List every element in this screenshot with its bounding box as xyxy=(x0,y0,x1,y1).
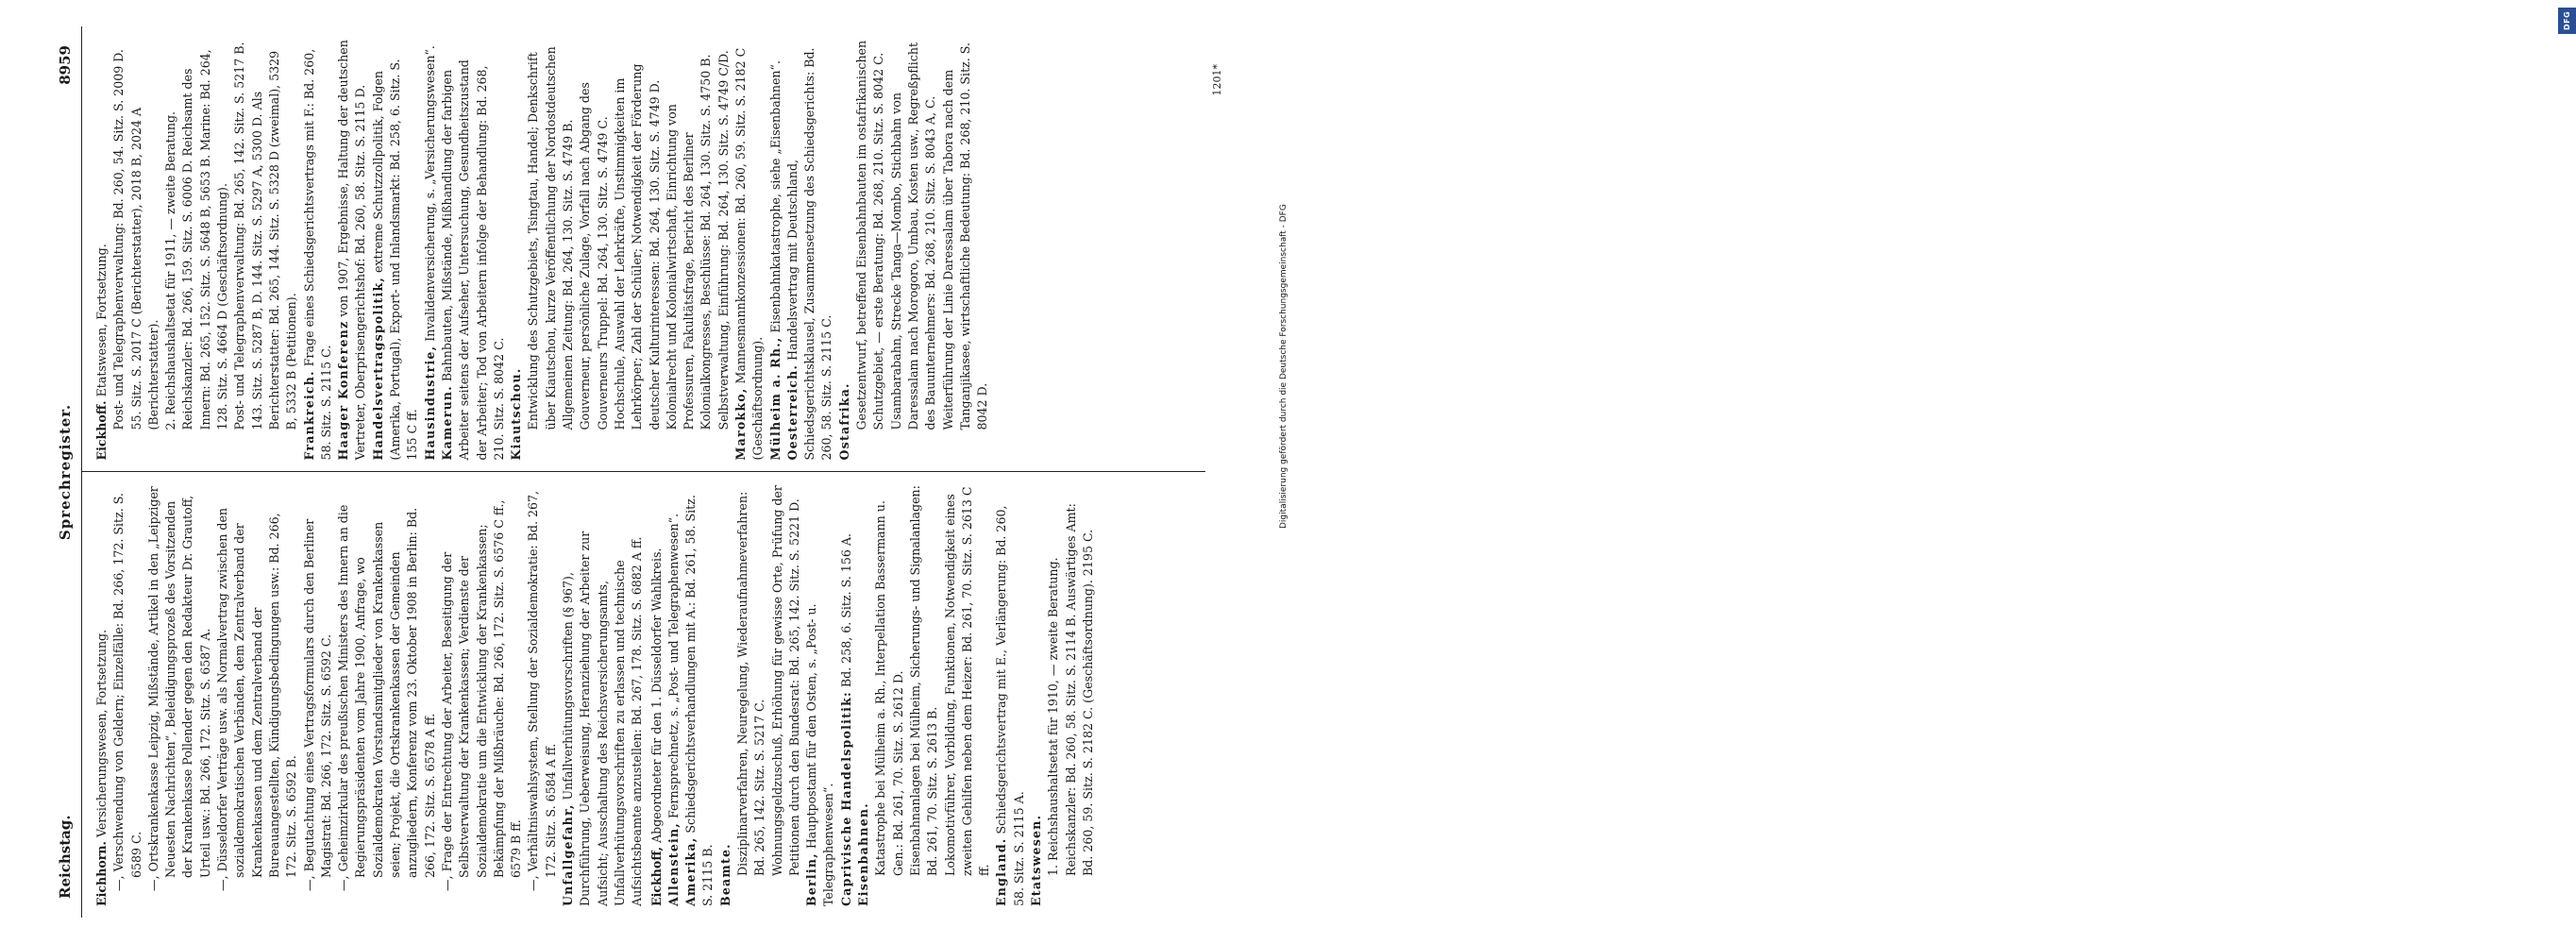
entry-keyword: Unfallgefahr, xyxy=(561,803,576,906)
entry-text: —, Begutachtung eines Vertragsformulars durch den Berliner Magistrat: Bd. 266, 172. Sitz. S. 6592 C. xyxy=(301,518,333,891)
register-entry xyxy=(525,484,560,894)
entry-text: Bahnbauten, Mißstände, Mißhandlung der farbigen Arbeiter seitens der Aufseher, Untersuchung, Gesundheitszustand der Arbeiter; Tod von Arbeitern infolge der Behandlung: Bd. 268, 210. Sitz. S. 8042 C. xyxy=(439,59,506,461)
entry-text: Post- und Telegraphenverwaltung: Bd. 260, 54. Sitz. S. 2009 D. 55. Sitz. S. 2017 C (Berichterstatter), 2018 B, 2024 A (Berichterstatter). xyxy=(111,49,160,430)
register-entry xyxy=(422,38,439,461)
entry-keyword: Allenstein, xyxy=(665,822,681,906)
entry-text: Hauptpostamt für den Osten, s. „Post- u. Telegraphenwesen“. xyxy=(804,603,836,906)
register-entry xyxy=(664,38,716,461)
register-entry xyxy=(1045,484,1097,907)
register-entry xyxy=(110,484,145,894)
dfg-logo: DFG xyxy=(2558,8,2576,34)
register-entry xyxy=(525,38,577,461)
entry-text: Gouverneur, persönliche Zulage, Vorfall nach Abgang des Gouverneurs Truppel: Bd. 264, 130. Sitz. S. 4749 C. xyxy=(578,82,610,430)
entry-text: —, Düsseldorfer Verträge usw. als Normalvertrag zwischen den sozialdemokratischen Verbänden, dem Zentralverband der Krankenkassen und dem Zentralverband der Bureauangestellten, Kündigungsbedingungen usw.: Bd. 266, 172. Sitz. S. 6592 B. xyxy=(215,507,299,891)
register-heading xyxy=(93,484,110,907)
entry-text: Eisenbahnanlagen bei Mülheim, Sicherungs- und Signalanlagen: Bd. 261, 70. Sitz. S. 2613 B. xyxy=(907,485,940,876)
entry-keyword: Marokko, xyxy=(732,387,748,461)
register-entry xyxy=(940,38,992,461)
register-entry xyxy=(784,38,836,461)
entry-text: Unfallverhütungsvorschriften (§ 967), Durchführung, Ueberweisung, Heranziehung der Arbeiter zur Aufsicht; Ausschaltung des Reichsversicherungsamts, Unfallverhütungsvorschriften zu erlassen und technische Aufsichtsbeamte anzustellen: Bd. 267, 178. Sitz. S. 6882 A ff. xyxy=(561,531,645,906)
entry-text: Mannesmannkonzessionen: Bd. 260, 59. Sitz. S. 2182 C (Geschäftsordnung). xyxy=(732,47,766,461)
register-heading xyxy=(648,484,665,907)
entry-text: Usambarabahn, Strecke Tanga—Mombo, Stichbahn von Daressalam nach Morogoro, Umbau, Kosten usw., Regreßpflicht des Bauunternehmers: Bd. 268, 210. Sitz. S. 8043 A, C. xyxy=(888,42,938,430)
entry-text: Abgeordneter für den 1. Düsseldorfer Wahlkreis. xyxy=(648,548,664,847)
register-entry xyxy=(682,484,717,907)
register-entry xyxy=(335,484,439,894)
entry-text: Schiedsgerichtsvertrag mit E., Verlängerung: Bd. 260, 58. Sitz. S. 2115 A. xyxy=(994,505,1026,906)
entry-keyword: Kiautschou. xyxy=(509,367,524,461)
register-entry xyxy=(162,38,231,461)
register-entry xyxy=(439,38,508,461)
register-entry xyxy=(560,484,646,907)
entry-keyword: Berlin, xyxy=(804,852,819,906)
entry-text: Fernsprechnetz, s. „Post- und Telegraphenwesen“. xyxy=(665,513,681,823)
register-entry xyxy=(439,484,525,894)
register-entry xyxy=(907,484,942,907)
entry-keyword: Beamte. xyxy=(717,843,732,906)
entry-text: Eisenbahnkatastrophe, siehe „Eisenbahnen“. xyxy=(767,60,783,337)
page-number: 8959 xyxy=(57,45,74,85)
left-column xyxy=(82,473,1205,919)
entry-text: 1. Reichshaushaltsetat für 1910, — zweite Beratung. Reichskanzler: Bd. 260, 58. Sitz. S. 2114 B. Auswärtiges Amt: Bd. 260, 59. Sitz. S. 2182 C. (Geschäftsordnung). 2195 C. xyxy=(1046,503,1095,876)
entry-text: Weiterführung der Linie Daressalam über Tabora nach dem Tanganjikasee, wirtschaftliche Bedeutung: Bd. 268, 210. Sitz. S. 8042 D. xyxy=(940,42,990,430)
entry-keyword: England. xyxy=(994,837,1009,906)
entry-keyword: Ostafrika. xyxy=(836,382,851,461)
register-entry xyxy=(110,38,162,461)
register-entry xyxy=(732,38,767,461)
entry-keyword: Frankreich. xyxy=(301,370,316,461)
register-entry xyxy=(993,484,1028,907)
entry-text: extreme Schutzzollpolitik, Folgen (Amerika, Portugal), Export- und Inlandsmarkt: Bd. 258, 6. Sitz. S. 155 C ff. xyxy=(370,59,420,461)
register-entry xyxy=(767,38,784,461)
right-column xyxy=(82,26,1205,473)
entry-keyword: Mülheim a. Rh., xyxy=(767,336,783,461)
entry-text: Post- und Telegraphenverwaltung: Bd. 265, 142. Sitz. S. 5217 B. 143. Sitz. S. 5287 B, D. 144. Sitz. S. 5297 A, 5300 D. Als Berichterstatter: Bd. 265, 144. Sitz. S. 5328 D (zweimal), 5329 B, 5332 B (Petitionen). xyxy=(232,42,299,430)
page-signature: 1201* xyxy=(1211,64,1223,96)
entry-keyword: Eickhoff, xyxy=(648,846,664,906)
entry-keyword: Etatswesen. xyxy=(1029,814,1044,906)
register-entry xyxy=(335,38,370,461)
entry-text: Katastrophe bei Mülheim a. Rh., Interpellation Bassermann u. Gen.: Bd. 261, 70. Sitz. S. 2612 D. xyxy=(873,500,905,876)
entry-keyword: Haager Konferenz xyxy=(336,320,351,461)
register-entry xyxy=(853,38,888,461)
register-entry xyxy=(888,38,940,461)
page-header xyxy=(49,26,82,918)
register-entry xyxy=(370,38,422,461)
entry-text: von 1907, Ergebnisse, Haltung der deutschen Vertreter, Oberprisengerichtshof: Bd. 260, 58. Sitz. S. 2115 D. xyxy=(336,40,368,461)
entry-keyword: Eickhoff. xyxy=(94,400,109,461)
two-column-body xyxy=(82,26,1205,918)
header-center-title: Sprechregister. xyxy=(57,403,74,541)
digitization-note: Digitalisierung gefördert durch die Deutsche Forschungsgemeinschaft - DFG xyxy=(1279,204,1288,529)
entry-text: Wohnungsgeldzuschuß, Erhöhung für gewisse Orte, Prüfung der Petitionen durch den Bundesrat: Bd. 265, 142. Sitz. S. 5221 D. xyxy=(769,485,801,876)
register-entry xyxy=(301,484,336,894)
register-entry xyxy=(734,484,769,907)
entry-text: —, Ortskrankenkasse Leipzig, Mißstände, Artikel in den „Leipziger Neuesten Nachrichten“, Beleidigungsprozeß des Vorsitzenden der Krankenkasse Pollender gegen den Redakteur Dr. Grautoff, Urteil usw.: Bd. 266, 172. Sitz. S. 6587 A. xyxy=(145,486,212,891)
register-entry xyxy=(1028,484,1045,907)
entry-text: —, Frage der Entrechtung der Arbeiter, Beseitigung der Selbstverwaltung der Krankenkassen; Verdienste der Sozialdemokratie um die Entwicklung der Krankenkassen; Bekämpfung der Mißbräuche: Bd. 266, 172. Sitz. S. 6576 C ff., 6579 B ff. xyxy=(439,499,524,891)
register-entry xyxy=(577,38,612,461)
entry-text: Etatswesen, Fortsetzung. xyxy=(94,244,109,401)
entry-text: 2. Reichshaushaltsetat für 1911, — zweite Beratung. Reichskanzler: Bd. 266, 159. Sitz. S. 6006 D. Reichsamt des Innern: Bd. 265, 152. Sitz. S. 5648 B, 5653 B. Marine: Bd. 264, 128. Sitz. S. 4664 D (Geschäftsordnung). xyxy=(163,49,230,430)
register-entry xyxy=(717,484,734,907)
entry-text: Disziplinarverfahren, Neuregelung, Wiederaufnahmeverfahren: Bd. 265, 142. Sitz. S. 5217 C. xyxy=(734,491,767,876)
register-entry xyxy=(872,484,907,907)
entry-text: —, Verhältniswahlsystem, Stellung der Sozialdemokratie: Bd. 267, 172. Sitz. S. 6584 A ff. xyxy=(526,490,558,891)
entry-keyword: Caprivische Handelspolitik: xyxy=(838,691,853,906)
entry-text: Lokomotivführer, Vorbildung, Funktionen, Notwendigkeit eines zweiten Gehilfen neben dem Heizer: Bd. 261, 70. Sitz. S. 2613 C ff. xyxy=(942,486,992,876)
register-entry xyxy=(612,38,664,461)
entry-keyword: Eisenbahnen. xyxy=(856,802,871,906)
register-page xyxy=(0,0,1270,944)
entry-text: Schiedsgerichtsverhandlungen mit A.: Bd. 261, 58. Sitz. S. 2115 B. xyxy=(683,495,716,906)
entry-keyword: Eichhorn. xyxy=(94,841,109,906)
entry-text: Hochschule, Auswahl der Lehrkräfte, Unstimmigkeiten im Lehrkörper; Zahl der Schüler; Notwendigkeit der Förderung deutscher Kulturinteressen: Bd. 264, 130. Sitz. S. 4749 D. xyxy=(612,63,662,430)
entry-keyword: Hausindustrie, xyxy=(422,345,437,461)
entry-text: Invalidenversicherung, s. „Versicherungswesen“. xyxy=(422,45,437,346)
entry-text: Selbstverwaltung, Einführung: Bd. 264, 130. Sitz. S. 4749 C/D. xyxy=(716,50,731,430)
register-entry xyxy=(508,38,525,461)
register-entry xyxy=(231,38,300,461)
register-entry xyxy=(214,484,300,894)
entry-keyword: Oesterreich. xyxy=(784,363,800,461)
entry-text: Kolonialrecht und Kolonialwirtschaft, Einrichtung von Professuren, Fakultätsfrage, Bericht des Berliner Kolonialkongresses, Beschlüsse: Bd. 264, 130. Sitz. S. 4750 B. xyxy=(664,54,714,430)
register-entry xyxy=(665,484,682,907)
register-entry xyxy=(855,484,872,907)
entry-keyword: Handelsvertragspolitik, xyxy=(370,277,385,461)
header-left-title: Reichstag. xyxy=(57,815,74,899)
register-entry xyxy=(145,484,214,894)
register-entry xyxy=(942,484,994,907)
register-heading xyxy=(93,38,110,461)
register-entry xyxy=(838,484,855,907)
entry-text: —, Verschwendung von Geldern; Einzelfälle: Bd. 266, 172. Sitz. S. 6589 C. xyxy=(111,493,143,891)
entry-text: Entwicklung des Schutzgebiets, Tsingtau, Handel; Denkschrift über Kiautschou, kurze Veröffentlichung der Nordostdeutschen Allgemeinen Zeitung: Bd. 264, 130. Sitz. S. 4749 B. xyxy=(526,46,576,430)
entry-keyword: Kamerun. xyxy=(439,385,454,461)
register-entry xyxy=(769,484,804,907)
entry-text: Bd. 258, 6. Sitz. S. 156 A. xyxy=(838,533,853,692)
register-entry xyxy=(301,38,336,461)
register-entry xyxy=(803,484,838,907)
entry-text: Versicherungswesen, Fortsetzung. xyxy=(94,629,109,842)
entry-text: Handelsvertrag mit Deutschland, Schiedsgerichtsklausel, Zusammensetzung des Schiedsgerichts: Bd. 260, 58. Sitz. S. 2115 C. xyxy=(784,47,834,461)
entry-text: Frage eines Schiedsgerichtsvertrags mit F.: Bd. 260, 58. Sitz. S. 2115 C. xyxy=(301,48,333,461)
entry-text: —, Geheimzirkular des preußischen Ministers des Innern an die Regierungspräsidenten vom Jahre 1900, Anfrage, wo Sozialdemokraten Vorstandsmitglieder von Krankenkassen seien; Projekt, die Ortskrankenkassen der Gemeinden anzugliedern, Konferenz vom 23. Oktober 1908 in Berlin: Bd. 266, 172. Sitz. S. 6578 A ff. xyxy=(336,504,437,891)
register-entry xyxy=(716,38,732,461)
register-entry xyxy=(836,38,853,461)
entry-keyword: Amerika, xyxy=(683,836,699,906)
entry-text: Gesetzentwurf, betreffend Eisenbahnbauten im ostafrikanischen Schutzgebiet, — erste Beratung: Bd. 268, 210. Sitz. S. 8042 C. xyxy=(854,40,886,430)
